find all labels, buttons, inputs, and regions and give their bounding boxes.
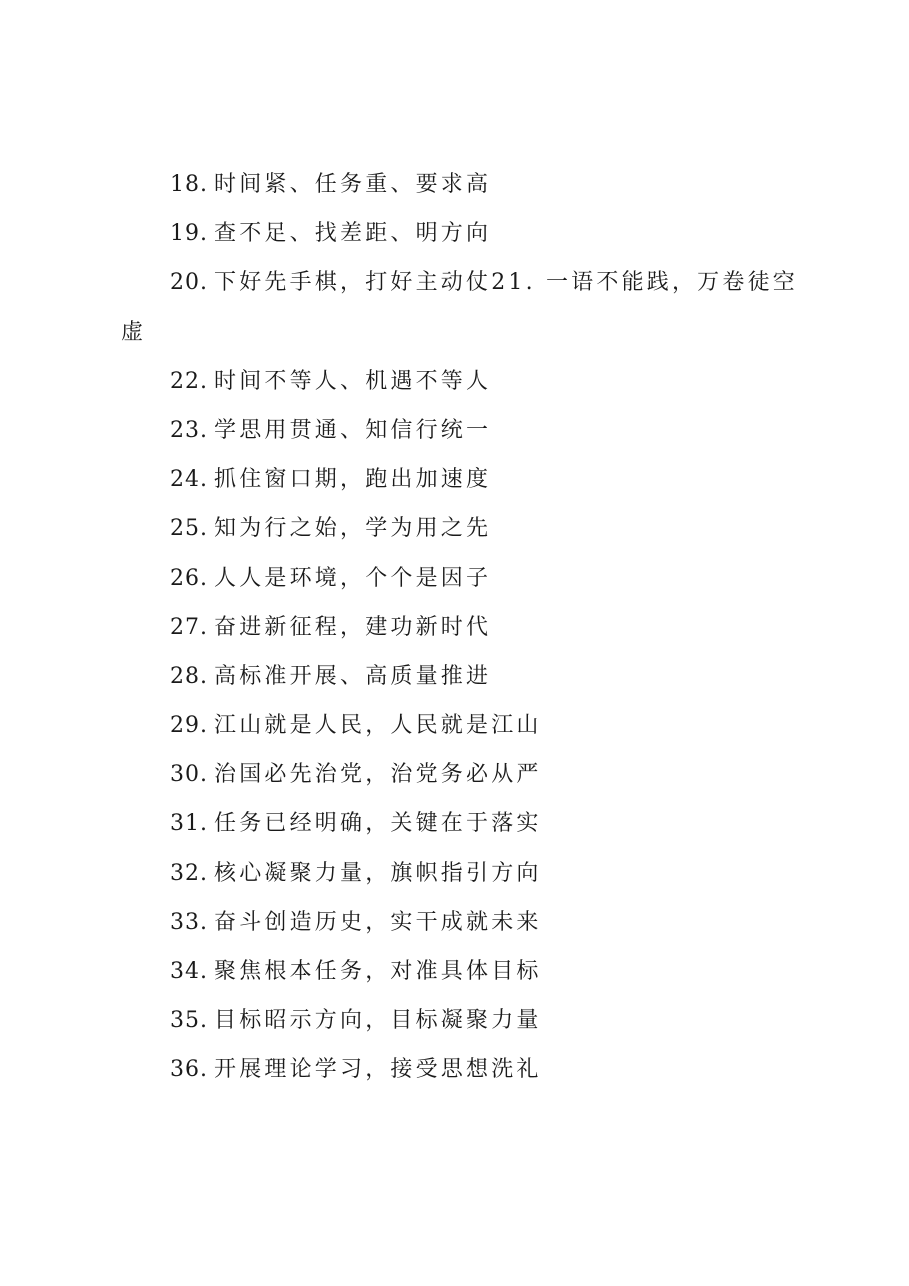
item-text: 时间紧、任务重、要求高	[214, 172, 492, 197]
list-item	[121, 209, 821, 258]
list-item	[121, 849, 821, 898]
item-text: 奋斗创造历史，实干成就未来	[214, 909, 542, 935]
item-number: 28.	[170, 663, 208, 689]
item-text: 开展理论学习，接受思想洗礼	[214, 1057, 542, 1083]
item-text: 抓住窗口期，跑出加速度	[214, 467, 492, 493]
list-item	[121, 701, 821, 750]
list-item	[121, 652, 821, 701]
item-number: 26.	[170, 565, 208, 591]
item-text: 高标准开展、高质量推进	[214, 663, 492, 689]
item-number: 29.	[170, 713, 208, 739]
item-number: 19.	[170, 221, 208, 247]
item-text: 查不足、找差距、明方向	[214, 221, 492, 247]
item-number: 23.	[170, 417, 208, 443]
item-number: 31.	[170, 811, 208, 837]
list-item	[121, 898, 821, 947]
list-item	[121, 1045, 821, 1094]
item-text: 江山就是人民，人民就是江山	[214, 713, 542, 739]
list-item	[121, 160, 821, 209]
item-text: 下好先手棋，打好主动仗21. 一语不能践，万卷徒空虚	[121, 270, 798, 345]
item-text: 目标昭示方向，目标凝聚力量	[214, 1008, 542, 1034]
item-text: 学思用贯通、知信行统一	[214, 417, 492, 443]
item-text: 治国必先治党，治党务必从严	[214, 762, 542, 788]
item-text: 任务已经明确，关键在于落实	[214, 811, 542, 837]
item-text: 人人是环境，个个是因子	[214, 565, 492, 591]
item-text: 聚焦根本任务，对准具体目标	[214, 959, 542, 985]
item-number: 20.	[170, 270, 208, 296]
list-item	[121, 258, 821, 356]
item-number: 30.	[170, 762, 208, 788]
item-text: 核心凝聚力量，旗帜指引方向	[214, 860, 542, 886]
item-number: 36.	[170, 1057, 208, 1083]
list-item	[121, 504, 821, 553]
item-number: 32.	[170, 860, 208, 886]
list-item	[121, 554, 821, 603]
list-item	[121, 750, 821, 799]
slogan-list	[121, 160, 821, 1095]
item-number: 24.	[170, 467, 208, 493]
item-number: 35.	[170, 1008, 208, 1034]
item-number: 33.	[170, 909, 208, 935]
item-number: 27.	[170, 614, 208, 640]
item-number: 18.	[170, 172, 208, 197]
list-item	[121, 455, 821, 504]
item-number: 34.	[170, 959, 208, 985]
list-item	[121, 603, 821, 652]
list-item	[121, 357, 821, 406]
list-item	[121, 799, 821, 848]
item-text: 时间不等人、机遇不等人	[214, 368, 492, 394]
item-text: 奋进新征程，建功新时代	[214, 614, 492, 640]
list-item	[121, 947, 821, 996]
item-number: 22.	[170, 368, 208, 394]
list-item	[121, 996, 821, 1045]
item-text: 知为行之始，学为用之先	[214, 516, 492, 542]
item-number: 25.	[170, 516, 208, 542]
list-item	[121, 406, 821, 455]
